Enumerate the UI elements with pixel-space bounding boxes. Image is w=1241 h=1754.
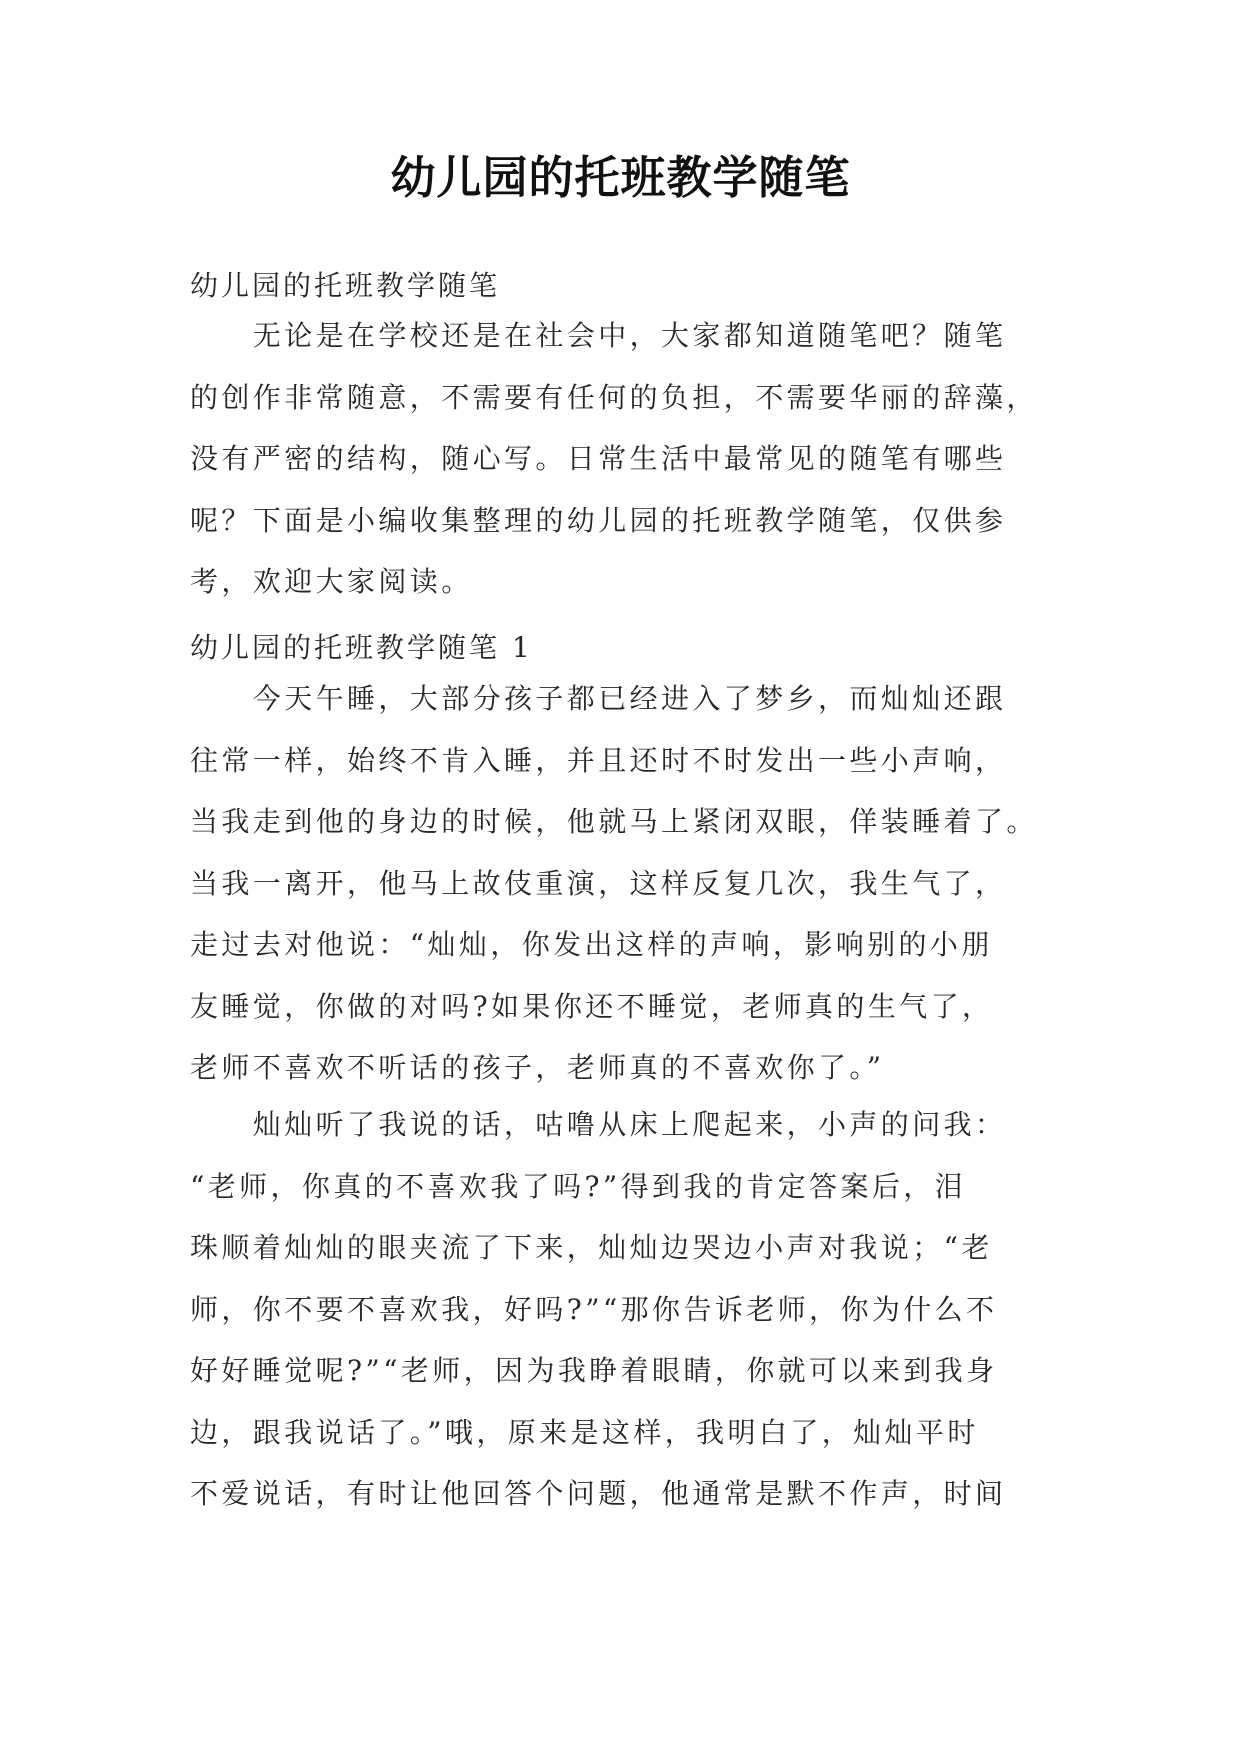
paragraph-line: 友睡觉，你做的对吗?如果你还不睡觉，老师真的生气了， <box>190 989 994 1023</box>
section-1-paragraph-1 <box>190 679 1070 1110</box>
section-1-heading: 幼儿园的托班教学随笔 1 <box>190 631 533 664</box>
paragraph-line: 当我一离开，他马上故伎重演，这样反复几次，我生气了， <box>190 866 1007 900</box>
paragraph-line: 今天午睡，大部分孩子都已经进入了梦乡，而灿灿还跟 <box>190 682 1007 715</box>
paragraph-line: 的创作非常随意，不需要有任何的负担，不需要华丽的辞藻， <box>190 380 1038 414</box>
paragraph-line: 珠顺着灿灿的眼夹流了下来，灿灿边哭边小声对我说；“老 <box>190 1231 993 1264</box>
paragraph-line: 往常一样，始终不肯入睡，并且还时不时发出一些小声响， <box>190 743 1007 777</box>
section-1-paragraph-2 <box>190 1105 1070 1536</box>
paragraph-line: 老师不喜欢不听话的孩子，老师真的不喜欢你了。” <box>190 1051 885 1084</box>
paragraph-line: 无论是在学校还是在社会中，大家都知道随笔吧？随笔 <box>190 319 1007 352</box>
paragraph-line: 考，欢迎大家阅读。 <box>190 565 473 598</box>
paragraph-line: 当我走到他的身边的时候，他就马上紧闭双眼，佯装睡着了。 <box>190 805 1038 838</box>
intro-paragraph <box>190 316 1070 624</box>
paragraph-line: 师，你不要不喜欢我，好吗?”“那你告诉老师，你为什么不 <box>190 1292 998 1326</box>
paragraph-line: 呢？下面是小编收集整理的幼儿园的托班教学随笔，仅供参 <box>190 503 1007 537</box>
paragraph-line: 走过去对他说：“灿灿，你发出这样的声响，影响别的小朋 <box>190 928 993 961</box>
paragraph-line: 边，跟我说话了。”哦，原来是这样，我明白了，灿灿平时 <box>190 1415 979 1449</box>
intro-heading: 幼儿园的托班教学随笔 <box>190 269 501 302</box>
paragraph-line: 灿灿听了我说的话，咕噜从床上爬起来，小声的问我： <box>190 1108 1007 1141</box>
paragraph-line: 好好睡觉呢?”“老师，因为我睁着眼睛，你就可以来到我身 <box>190 1354 998 1387</box>
document-title: 幼儿园的托班教学随笔 <box>390 151 851 204</box>
paragraph-line: 不爱说话，有时让他回答个问题，他通常是默不作声，时间 <box>190 1477 1007 1510</box>
paragraph-line: 没有严密的结构，随心写。日常生活中最常见的随笔有哪些 <box>190 442 1007 475</box>
paragraph-line: “老师，你真的不喜欢我了吗?”得到我的肯定答案后，泪 <box>190 1169 967 1203</box>
